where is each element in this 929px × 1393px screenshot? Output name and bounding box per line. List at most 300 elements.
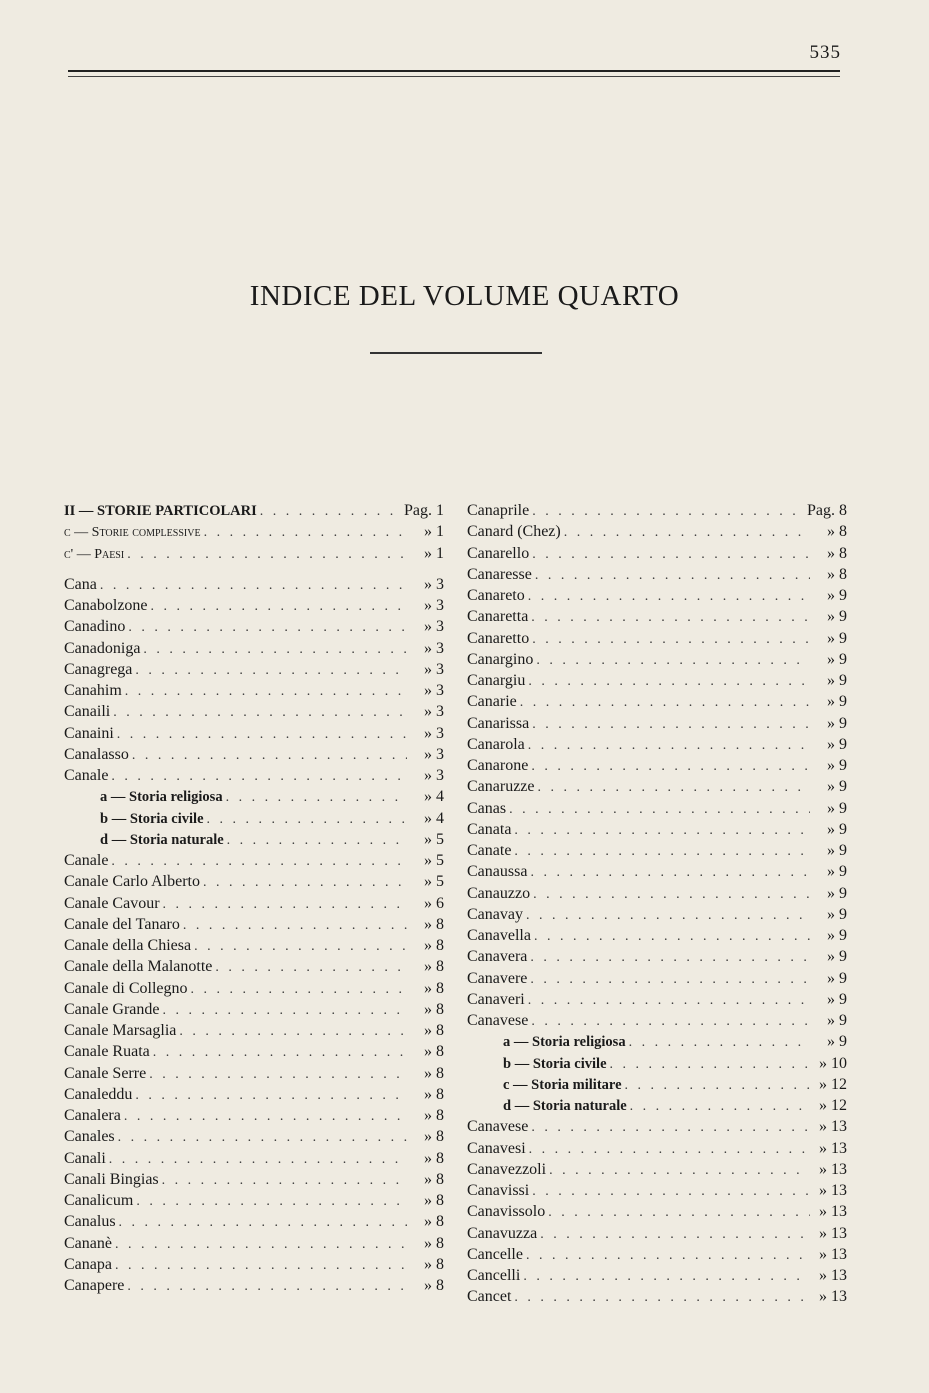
leader-dots	[528, 586, 810, 606]
entry-name: Cana	[64, 575, 97, 593]
index-entry	[467, 628, 847, 649]
entry-page: » 3	[424, 660, 444, 678]
entry-name: Canavese	[467, 1012, 529, 1029]
index-entry	[64, 935, 444, 956]
index-entry	[64, 638, 444, 659]
index-entry	[467, 1286, 847, 1307]
leader-dots	[124, 1106, 407, 1126]
entry-page: » 3	[424, 767, 444, 784]
index-entry	[467, 1031, 847, 1052]
entry-name: Canalera	[64, 1107, 121, 1124]
index-entry	[64, 978, 444, 999]
leader-dots	[117, 724, 407, 744]
entry-page: » 9	[827, 927, 847, 944]
leader-dots	[204, 522, 407, 542]
leader-dots	[151, 596, 407, 616]
entry-name: Canauzzo	[467, 884, 531, 902]
index-entry	[64, 914, 444, 935]
entry-page: » 9	[827, 778, 847, 796]
entry-name: Canale	[64, 767, 109, 784]
entry-page: » 9	[827, 629, 847, 647]
leader-dots	[530, 862, 810, 882]
entry-page: » 8	[424, 915, 444, 933]
leader-dots	[135, 660, 407, 680]
entry-gap	[64, 564, 444, 574]
entry-page: » 4	[424, 809, 444, 827]
entry-page: » 13	[819, 1182, 847, 1199]
index-entry	[467, 606, 847, 627]
leader-dots	[115, 1255, 407, 1275]
leader-dots	[191, 979, 407, 999]
leader-dots	[532, 714, 810, 734]
entry-page: » 8	[827, 565, 847, 583]
leader-dots	[135, 1085, 407, 1105]
index-entry	[64, 1169, 444, 1190]
index-entry	[64, 1190, 444, 1211]
leader-dots	[532, 1181, 810, 1201]
leader-dots	[548, 1202, 810, 1222]
entry-page: » 13	[819, 1139, 847, 1157]
leader-dots	[523, 1266, 810, 1286]
index-entry	[64, 871, 444, 892]
leader-dots	[526, 905, 810, 925]
entry-name: Canareto	[467, 587, 525, 604]
leader-dots	[533, 884, 810, 904]
index-entry	[64, 850, 444, 871]
entry-page: » 4	[424, 788, 444, 806]
index-entry	[64, 1211, 444, 1232]
index-entry	[64, 999, 444, 1020]
index-entry	[467, 904, 847, 925]
index-entry	[467, 755, 847, 776]
index-entry	[467, 1116, 847, 1137]
entry-name: c — Storia militare	[503, 1076, 622, 1093]
entry-name: Canadino	[64, 618, 126, 636]
entry-name: Canargiu	[467, 672, 526, 689]
entry-name: Canaretta	[467, 608, 529, 626]
index-entry	[467, 1265, 847, 1286]
index-entry	[467, 1095, 847, 1116]
index-entry	[467, 1074, 847, 1095]
entry-page: » 8	[424, 1192, 444, 1209]
entry-page: » 3	[424, 597, 444, 614]
index-entry	[467, 989, 847, 1010]
entry-page: » 8	[424, 1064, 444, 1082]
index-entry	[467, 925, 847, 946]
leader-dots	[540, 1224, 810, 1244]
leader-dots	[520, 692, 810, 712]
entry-name: Canale della Chiesa	[64, 937, 192, 954]
index-entry	[64, 956, 444, 977]
entry-page: » 9	[827, 714, 847, 732]
leader-dots	[163, 894, 407, 914]
entry-page: Pag. 1	[404, 502, 444, 519]
index-entry	[64, 893, 444, 914]
entry-page: » 8	[424, 1128, 444, 1146]
entry-name: Canalus	[64, 1213, 116, 1231]
entry-name: Canale Cavour	[64, 894, 160, 912]
entry-page: » 13	[819, 1203, 847, 1221]
entry-name: a — Storia religiosa	[503, 1034, 626, 1051]
leader-dots	[530, 969, 810, 989]
entry-page: » 9	[827, 948, 847, 966]
entry-page: » 9	[827, 1012, 847, 1029]
index-entry	[64, 1126, 444, 1147]
entry-name: Canali Bingias	[64, 1170, 159, 1188]
leader-dots	[531, 1011, 810, 1031]
entry-name: Canaretto	[467, 629, 530, 647]
entry-name: Canale di Collegno	[64, 979, 188, 997]
entry-page: » 13	[819, 1288, 847, 1306]
entry-name: Canahim	[64, 682, 122, 699]
entry-name: d — Storia naturale	[503, 1098, 627, 1114]
index-column-right	[467, 500, 847, 1308]
index-entry	[467, 1201, 847, 1222]
leader-dots	[113, 702, 407, 722]
leader-dots	[531, 756, 810, 776]
entry-page: » 1	[424, 523, 444, 541]
index-entry	[467, 776, 847, 797]
entry-page: » 13	[819, 1118, 847, 1136]
entry-name: II — STORIE PARTICOLARI	[64, 503, 257, 519]
entry-name: Canagrega	[64, 660, 133, 678]
entry-name: Canaprile	[467, 502, 530, 519]
entry-page: » 5	[424, 852, 444, 869]
index-entry	[467, 649, 847, 670]
leader-dots	[125, 681, 407, 701]
entry-page: » 8	[424, 1000, 444, 1018]
leader-dots	[532, 544, 810, 564]
entry-name: Canaili	[64, 703, 111, 721]
entry-page: » 8	[424, 1022, 444, 1039]
page-number: 535	[809, 42, 841, 63]
entry-name: Canarola	[467, 735, 525, 753]
volume-title: INDICE DEL VOLUME QUARTO	[249, 280, 680, 312]
entry-page: » 13	[819, 1245, 847, 1263]
entry-page: » 8	[424, 1085, 444, 1103]
entry-name: Canabolzone	[64, 597, 148, 614]
entry-name: Canavese	[467, 1118, 529, 1136]
index-entry	[467, 1138, 847, 1159]
entry-name: Canadoniga	[64, 639, 141, 657]
entry-page: » 8	[827, 523, 847, 541]
entry-page: » 8	[424, 937, 444, 954]
entry-page: » 8	[424, 1149, 444, 1167]
leader-dots	[530, 947, 810, 967]
index-entry	[64, 521, 444, 542]
index-entry	[467, 713, 847, 734]
leader-dots	[115, 1234, 407, 1254]
index-entry	[467, 521, 847, 542]
leader-dots	[528, 735, 810, 755]
index-entry	[467, 691, 847, 712]
entry-page: » 9	[827, 820, 847, 838]
index-entry	[467, 500, 847, 521]
entry-name: Canavera	[467, 948, 528, 966]
leader-dots	[128, 617, 407, 637]
entry-page: » 8	[424, 1170, 444, 1188]
entry-name: Canavesi	[467, 1139, 526, 1157]
leader-dots	[203, 872, 407, 892]
entry-page: » 12	[819, 1097, 847, 1114]
index-entry	[467, 1180, 847, 1201]
index-entry	[467, 840, 847, 861]
index-entry	[64, 701, 444, 722]
entry-page: » 1	[424, 544, 444, 562]
entry-name: Cancelle	[467, 1245, 523, 1263]
entry-page: » 9	[827, 735, 847, 753]
entry-page: » 9	[827, 1033, 847, 1051]
entry-name: c — Storie complessive	[64, 525, 201, 541]
leader-dots	[610, 1054, 810, 1074]
entry-page: » 13	[819, 1224, 847, 1242]
leader-dots	[111, 851, 407, 871]
entry-name: Canalicum	[64, 1192, 134, 1209]
leader-dots	[538, 777, 810, 797]
entry-page: » 9	[827, 693, 847, 711]
index-entry	[64, 786, 444, 807]
entry-page: » 8	[827, 544, 847, 562]
entry-name: Canarie	[467, 693, 517, 711]
entry-name: a — Storia religiosa	[100, 789, 223, 806]
index-entry	[64, 1063, 444, 1084]
entry-page: » 13	[819, 1267, 847, 1284]
leader-dots	[532, 501, 804, 521]
entry-name: Canale Serre	[64, 1064, 147, 1082]
leader-dots	[534, 926, 810, 946]
leader-dots	[514, 1287, 810, 1307]
entry-name: Canaresse	[467, 565, 532, 583]
entry-name: Canate	[467, 842, 512, 859]
entry-name: b — Storia civile	[100, 810, 204, 827]
leader-dots	[625, 1075, 810, 1095]
leader-dots	[514, 820, 810, 840]
entry-page: » 3	[424, 682, 444, 699]
index-entry	[64, 595, 444, 616]
entry-page: » 3	[424, 575, 444, 593]
leader-dots	[528, 671, 810, 691]
leader-dots	[109, 1149, 407, 1169]
entry-name: Canales	[64, 1128, 115, 1146]
entry-page: » 3	[424, 703, 444, 721]
leader-dots	[536, 650, 810, 670]
leader-dots	[100, 575, 407, 595]
entry-page: » 3	[424, 618, 444, 636]
leader-dots	[149, 1064, 407, 1084]
entry-name: Canale	[64, 852, 109, 869]
index-column-left	[64, 500, 444, 1296]
leader-dots	[153, 1042, 407, 1062]
leader-dots	[183, 915, 407, 935]
entry-page: » 9	[827, 587, 847, 604]
index-entry	[64, 543, 444, 564]
index-entry	[64, 765, 444, 786]
leader-dots	[535, 565, 810, 585]
entry-name: Canale della Malanotte	[64, 958, 213, 976]
leader-dots	[143, 639, 407, 659]
entry-name: Canale del Tanaro	[64, 915, 180, 933]
index-entry	[64, 808, 444, 829]
entry-name: Canavella	[467, 927, 531, 944]
index-entry	[64, 829, 444, 850]
index-entry	[467, 564, 847, 585]
leader-dots	[526, 1245, 810, 1265]
index-entry	[467, 883, 847, 904]
index-entry	[64, 1105, 444, 1126]
index-entry	[467, 1053, 847, 1074]
index-entry	[64, 1084, 444, 1105]
index-entry	[467, 1159, 847, 1180]
entry-name: Canas	[467, 799, 507, 817]
index-entry	[467, 1223, 847, 1244]
index-entry	[64, 500, 444, 521]
entry-name: Canavezzoli	[467, 1160, 547, 1178]
index-entry	[467, 1010, 847, 1031]
entry-name: Canaleddu	[64, 1085, 133, 1103]
entry-name: Cancelli	[467, 1267, 521, 1284]
entry-page: » 8	[424, 1255, 444, 1273]
entry-page: » 9	[827, 863, 847, 881]
index-entry	[64, 723, 444, 744]
entry-name: Canale Marsaglia	[64, 1022, 177, 1039]
leader-dots	[529, 1139, 810, 1159]
entry-name: Canaini	[64, 724, 114, 742]
index-entry	[64, 1020, 444, 1041]
index-entry	[467, 861, 847, 882]
entry-page: » 8	[424, 979, 444, 997]
leader-dots	[629, 1032, 810, 1052]
leader-dots	[127, 1276, 407, 1296]
leader-dots	[528, 990, 810, 1010]
entry-name: Canavere	[467, 969, 528, 987]
index-entry	[64, 659, 444, 680]
leader-dots	[531, 1117, 810, 1137]
leader-dots	[163, 1000, 407, 1020]
entry-page: » 8	[424, 1234, 444, 1252]
index-entry	[467, 543, 847, 564]
entry-name: Canapa	[64, 1255, 112, 1273]
leader-dots	[514, 841, 810, 861]
leader-dots	[179, 1021, 407, 1041]
leader-dots	[564, 522, 810, 542]
entry-name: b — Storia civile	[503, 1055, 607, 1072]
index-entry	[64, 744, 444, 765]
entry-name: Canaussa	[467, 863, 528, 881]
leader-dots	[260, 501, 401, 521]
index-entry	[64, 680, 444, 701]
leader-dots	[549, 1160, 810, 1180]
leader-dots	[111, 766, 407, 786]
entry-page: » 8	[424, 958, 444, 976]
entry-page: » 3	[424, 724, 444, 742]
entry-name: Canavissolo	[467, 1203, 546, 1221]
index-entry	[467, 585, 847, 606]
entry-page: » 8	[424, 1107, 444, 1124]
leader-dots	[118, 1127, 407, 1147]
entry-page: » 8	[424, 1213, 444, 1231]
entry-name: Canargino	[467, 650, 534, 668]
entry-name: d — Storia naturale	[100, 831, 224, 848]
leader-dots	[207, 809, 407, 829]
index-entry	[64, 1233, 444, 1254]
leader-dots	[509, 799, 810, 819]
leader-dots	[162, 1170, 407, 1190]
entry-page: » 9	[827, 608, 847, 626]
entry-name: Canarello	[467, 544, 530, 562]
entry-page: » 9	[827, 799, 847, 817]
entry-name: Canali	[64, 1149, 106, 1167]
entry-name: Canaveri	[467, 990, 525, 1008]
entry-name: Canarone	[467, 757, 529, 774]
entry-page: » 10	[819, 1054, 847, 1072]
leader-dots	[132, 745, 407, 765]
leader-dots	[226, 787, 407, 807]
entry-name: Canapere	[64, 1277, 125, 1294]
entry-page: Pag. 8	[807, 502, 847, 519]
index-entry	[64, 616, 444, 637]
entry-page: » 8	[424, 1277, 444, 1294]
entry-page: » 9	[827, 842, 847, 859]
leader-dots	[119, 1212, 407, 1232]
index-entry	[467, 798, 847, 819]
entry-page: » 9	[827, 672, 847, 689]
header-rule	[68, 70, 840, 77]
entry-page: » 8	[424, 1043, 444, 1061]
entry-name: Canata	[467, 820, 512, 838]
entry-page: » 6	[424, 894, 444, 912]
entry-page: » 9	[827, 905, 847, 923]
leader-dots	[136, 1191, 407, 1211]
entry-page: » 13	[819, 1160, 847, 1178]
entry-name: Canale Grande	[64, 1000, 160, 1018]
index-entry	[467, 670, 847, 691]
index-entry	[467, 734, 847, 755]
index-entry	[467, 1244, 847, 1265]
entry-name: Cancet	[467, 1288, 512, 1306]
entry-name: Canaruzze	[467, 778, 535, 796]
entry-page: » 5	[424, 830, 444, 848]
entry-name: Canalasso	[64, 745, 129, 763]
entry-page: » 9	[827, 969, 847, 987]
entry-name: Canavissi	[467, 1182, 530, 1199]
entry-page: » 3	[424, 639, 444, 657]
entry-name: Canarissa	[467, 714, 530, 732]
index-entry	[64, 1254, 444, 1275]
entry-page: » 3	[424, 745, 444, 763]
entry-name: c' — Paesi	[64, 546, 125, 562]
entry-page: » 12	[819, 1075, 847, 1093]
entry-name: Canavay	[467, 905, 523, 923]
entry-page: » 9	[827, 884, 847, 902]
leader-dots	[532, 629, 810, 649]
leader-dots	[194, 936, 407, 956]
index-entry	[64, 1275, 444, 1296]
title-rule	[370, 352, 542, 354]
index-entry	[467, 968, 847, 989]
entry-name: Canale Ruata	[64, 1043, 150, 1061]
entry-page: » 9	[827, 990, 847, 1008]
index-entry	[467, 819, 847, 840]
leader-dots	[531, 607, 810, 627]
index-entry	[64, 574, 444, 595]
index-entry	[64, 1041, 444, 1062]
entry-name: Cananè	[64, 1234, 112, 1252]
index-entry	[467, 946, 847, 967]
leader-dots	[227, 830, 407, 850]
entry-name: Canard (Chez)	[467, 523, 561, 541]
entry-page: » 9	[827, 650, 847, 668]
leader-dots	[127, 544, 407, 564]
